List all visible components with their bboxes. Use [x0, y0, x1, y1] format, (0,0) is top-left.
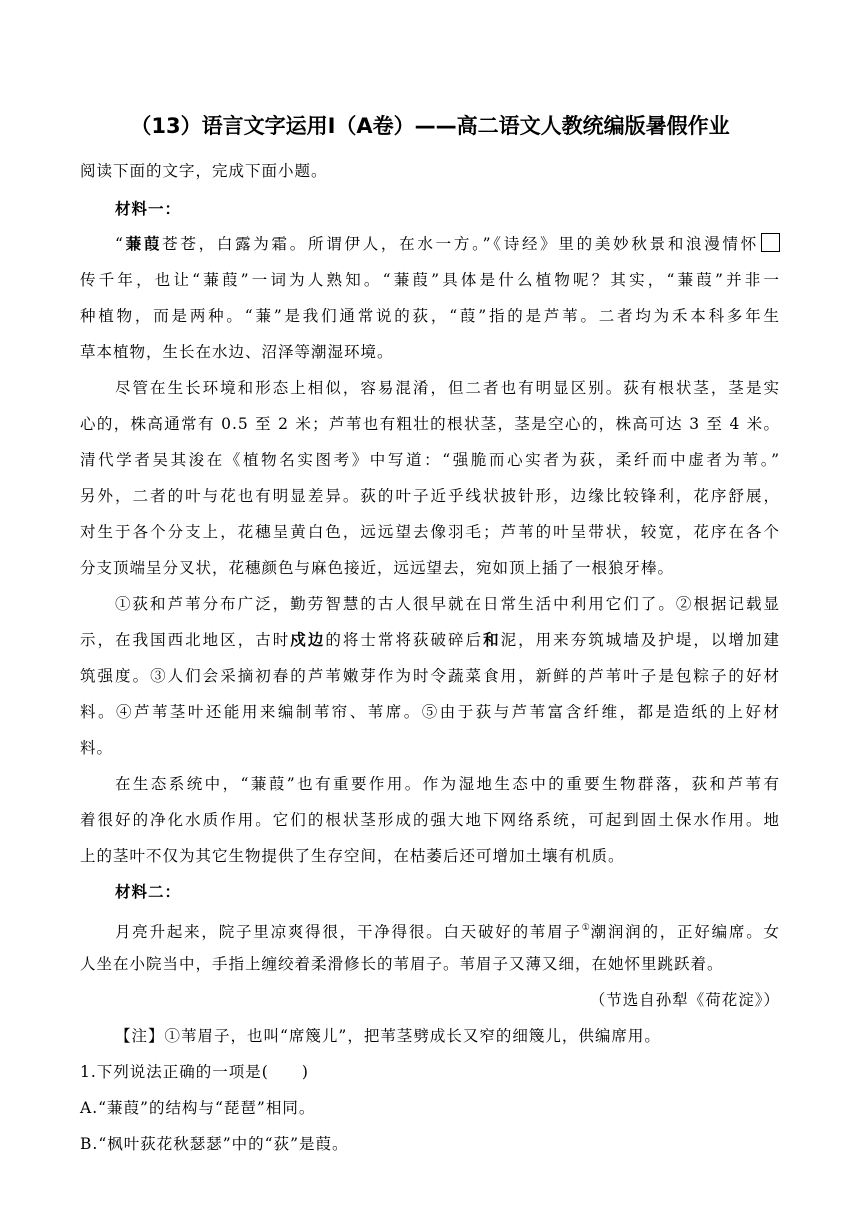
material1-p2-line3: 清代学者吴其浚在《植物名实图考》中写道：“强脆而心实者为荻，柔纤而中虚者为苇。” [80, 451, 780, 469]
material1-p1-line1: “蒹葭苍苍，白露为霜。所谓伊人，在水一方。”《诗经》里的美妙秋景和浪漫情怀 [115, 231, 780, 257]
highlight-shubian: 戍边 [290, 630, 326, 649]
footnote-marker: ① [581, 923, 591, 933]
material1-p1-line4: 草本植物，生长在水边、沼泽等潮湿环境。 [80, 343, 394, 361]
material1-p3-line5: 料。 [80, 739, 114, 757]
material1-p2-line6: 分支顶端呈分叉状，花穗颜色与麻色接近，远远望去，宛如顶上插了一根狼牙棒。 [80, 559, 675, 577]
open-quote: “ [115, 235, 124, 253]
material1-p3-line1: ①荻和芦苇分布广泛，勤劳智慧的古人很早就在日常生活中利用它们了。②根据记载显 [115, 595, 780, 613]
option-b: B.“枫叶荻花秋瑟瑟”中的“荻”是葭。 [80, 1135, 349, 1153]
material1-heading: 材料一： [115, 199, 182, 218]
option-a: A.“蒹葭”的结构与“琵琶”相同。 [80, 1099, 316, 1117]
material1-p4-line2: 着很好的净化水质作用。它们的根状茎形成的强大地下网络系统，可起到固土保水作用。地 [80, 811, 780, 829]
blank-box [761, 233, 780, 252]
material1-p3-line3: 筑强度。③人们会采摘初春的芦苇嫩芽作为时令蔬菜食用，新鲜的芦苇叶子是包粽子的好材 [80, 667, 780, 685]
material1-p4-line3: 上的茎叶不仅为其它生物提供了生存空间，在枯萎后还可增加土壤有机质。 [80, 847, 625, 865]
material1-p1-line3: 种植物，而是两种。“蒹”是我们通常说的荻，“葭”指的是芦苇。二者均为禾本科多年生 [80, 307, 780, 325]
material1-p2-line5: 对生于各个分支上，花穗呈黄白色，远远望去像羽毛；芦苇的叶呈带状，较宽，花序在各个 [80, 523, 780, 541]
material1-p3-line2: 示，在我国西北地区，古时戍边的将士常将荻破碎后和泥，用来夯筑城墙及护堤，以增加建 [80, 630, 780, 649]
material2-heading: 材料二： [115, 882, 182, 901]
question-stem: 1.下列说法正确的一项是( ) [80, 1063, 309, 1081]
material1-p2-line4: 另外，二者的叶与花也有明显差异。荻的叶子近乎线状披针形，边缘比较锋利，花序舒展， [80, 487, 780, 505]
material1-p2-line2: 心的，株高通常有 0.5 至 2 米；芦苇也有粗壮的根状茎，茎是空心的，株高可达 3 至 4 米。 [80, 415, 780, 433]
material1-p4-line1: 在生态系统中，“蒹葭”也有重要作用。作为湿地生态中的重要生物群落，荻和芦苇有 [115, 775, 780, 793]
material2-line2: 人坐在小院当中，手指上缠绞着柔滑修长的苇眉子。苇眉子又薄又细，在她怀里跳跃着。 [80, 955, 724, 973]
instruction-text: 阅读下面的文字，完成下面小题。 [80, 162, 328, 180]
material1-p1-line2: 传千年，也让“蒹葭”一词为人熟知。“蒹葭”具体是什么植物呢？其实，“蒹葭”并非一 [80, 271, 780, 289]
highlight-jianjia: 蒹葭 [123, 234, 163, 253]
material2-source: （节选自孙犁《荷花淀》） [589, 991, 780, 1009]
material1-p3-line4: 料。④芦苇茎叶还能用来编制苇帘、苇席。⑤由于荻与芦苇富含纤维，都是造纸的上好材 [80, 703, 780, 721]
material1-p2-line1: 尽管在生长环境和形态上相似，容易混淆，但二者也有明显区别。荻有根状茎，茎是实 [115, 379, 780, 397]
highlight-huo: 和 [483, 630, 501, 649]
footnote: 【注】①苇眉子，也叫“席篾儿”，把苇茎劈成长又窄的细篾儿，供编席用。 [115, 1027, 661, 1045]
material2-line1: 月亮升起来，院子里凉爽得很，干净得很。白天破好的苇眉子①潮润润的，正好编席。女 [115, 923, 780, 941]
page-title: （13）语言文字运用Ⅰ（A卷）——高二语文人教统编版暑假作业 [130, 114, 730, 138]
